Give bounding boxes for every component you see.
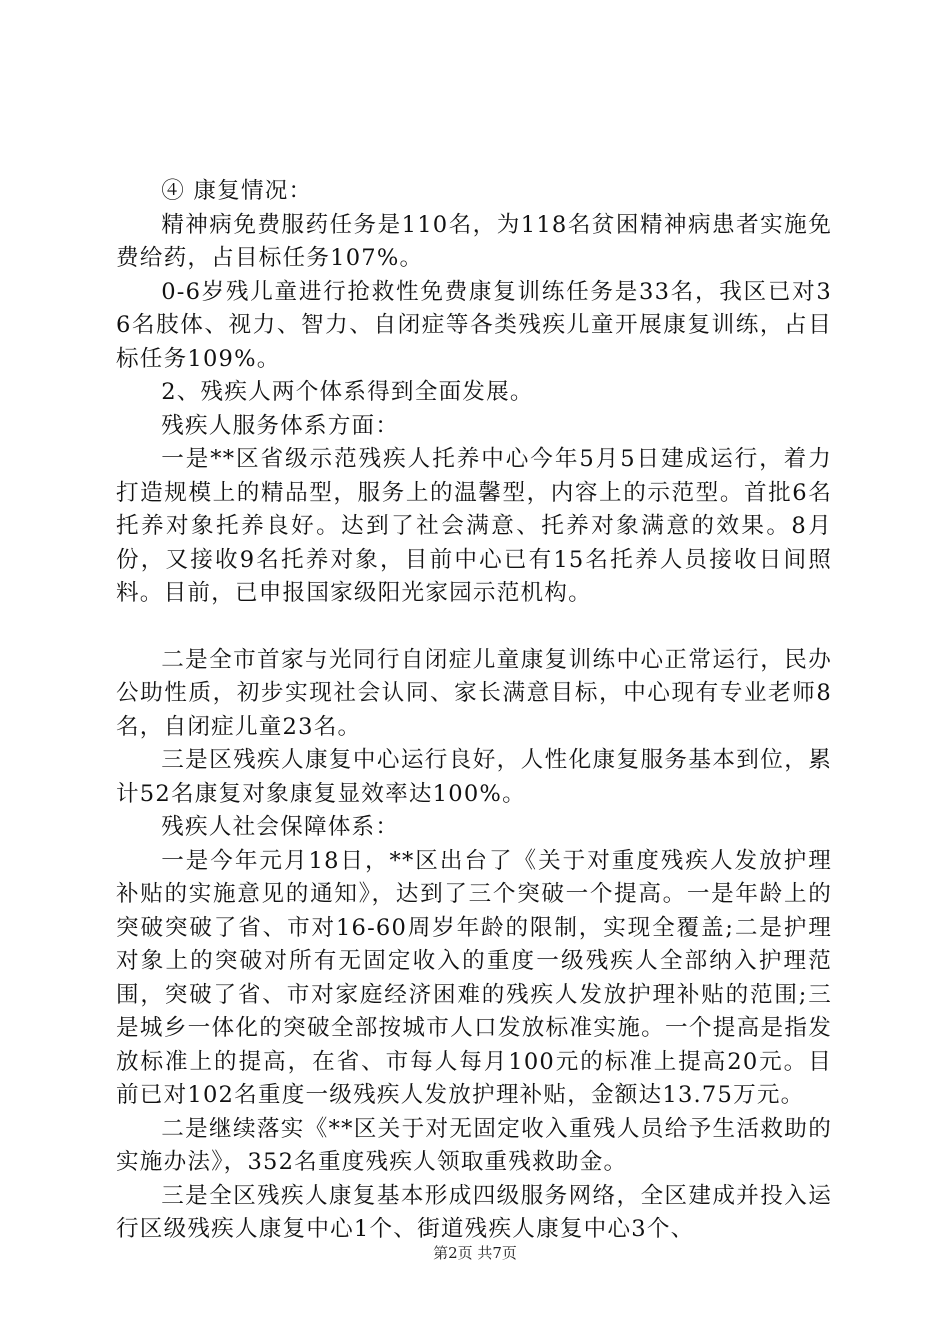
paragraph-child-rehab-training: 0-6岁残儿童进行抢救性免费康复训练任务是33名，我区已对36名肢体、视力、智力、自闭症等各类残疾儿童开展康复训练，占目标任务109%。 [116,278,832,372]
page-footer: 第2页 共7页 [433,1244,517,1262]
paragraph-social-security-heading: 残疾人社会保障体系： [161,814,400,840]
paragraph-mental-illness-medication: 精神病免费服药任务是110名，为118名贫困精神病患者实施免费给药，占目标任务107%。 [116,211,832,271]
paragraph-two-systems: 2、残疾人两个体系得到全面发展。 [161,379,534,405]
document-body [116,175,832,1247]
paragraph-nursing-subsidy: 一是今年元月18日，**区出台了《关于对重度残疾人发放护理补贴的实施意见的通知》，达到了三个突破一个提高。一是年龄上的突破突破了省、市对16-60周岁年龄的限制，实现全覆盖;二是护理对象上的突破对所有无固定收入的重度一级残疾人全部纳入护理范围，突破了省、市对家庭经济困难的残疾人发放护理补贴的范围;三是城乡一体化的突破全部按城市人口发放标准实施。一个提高是指发放标准上的提高，在省、市每人每月100元的标准上提高20元。目前已对102名重度一级残疾人发放护理补贴，金额达13.75万元。 [116,847,832,1108]
paragraph-living-assistance: 二是继续落实《**区关于对无固定收入重残人员给予生活救助的实施办法》，352名重度残疾人领取重残救助金。 [116,1115,832,1175]
paragraph-district-rehab-center: 三是区残疾人康复中心运行良好，人性化康复服务基本到位，累计52名康复对象康复显效率达100%。 [116,747,832,807]
paragraph-service-system-heading: 残疾人服务体系方面： [161,412,400,439]
paragraph-care-center: 一是**区省级示范残疾人托养中心今年5月5日建成运行，着力打造规模上的精品型，服务上的温馨型，内容上的示范型。首批6名托养对象托养良好。达到了社会满意、托养对象满意的效果。8月份，又接收9名托养对象，目前中心已有15名托养人员接收日间照料。目前，已申报国家级阳光家园示范机构。 [116,446,832,606]
paragraph-rehab-heading: ④ 康复情况： [161,178,313,204]
paragraph-autism-center: 二是全市首家与光同行自闭症儿童康复训练中心正常运行，民办公助性质，初步实现社会认同、家长满意目标，中心现有专业老师8名，自闭症儿童23名。 [116,646,832,740]
paragraph-service-network: 三是全区残疾人康复基本形成四级服务网络，全区建成并投入运行区级残疾人康复中心1个、街道残疾人康复中心3个、 [116,1182,832,1242]
